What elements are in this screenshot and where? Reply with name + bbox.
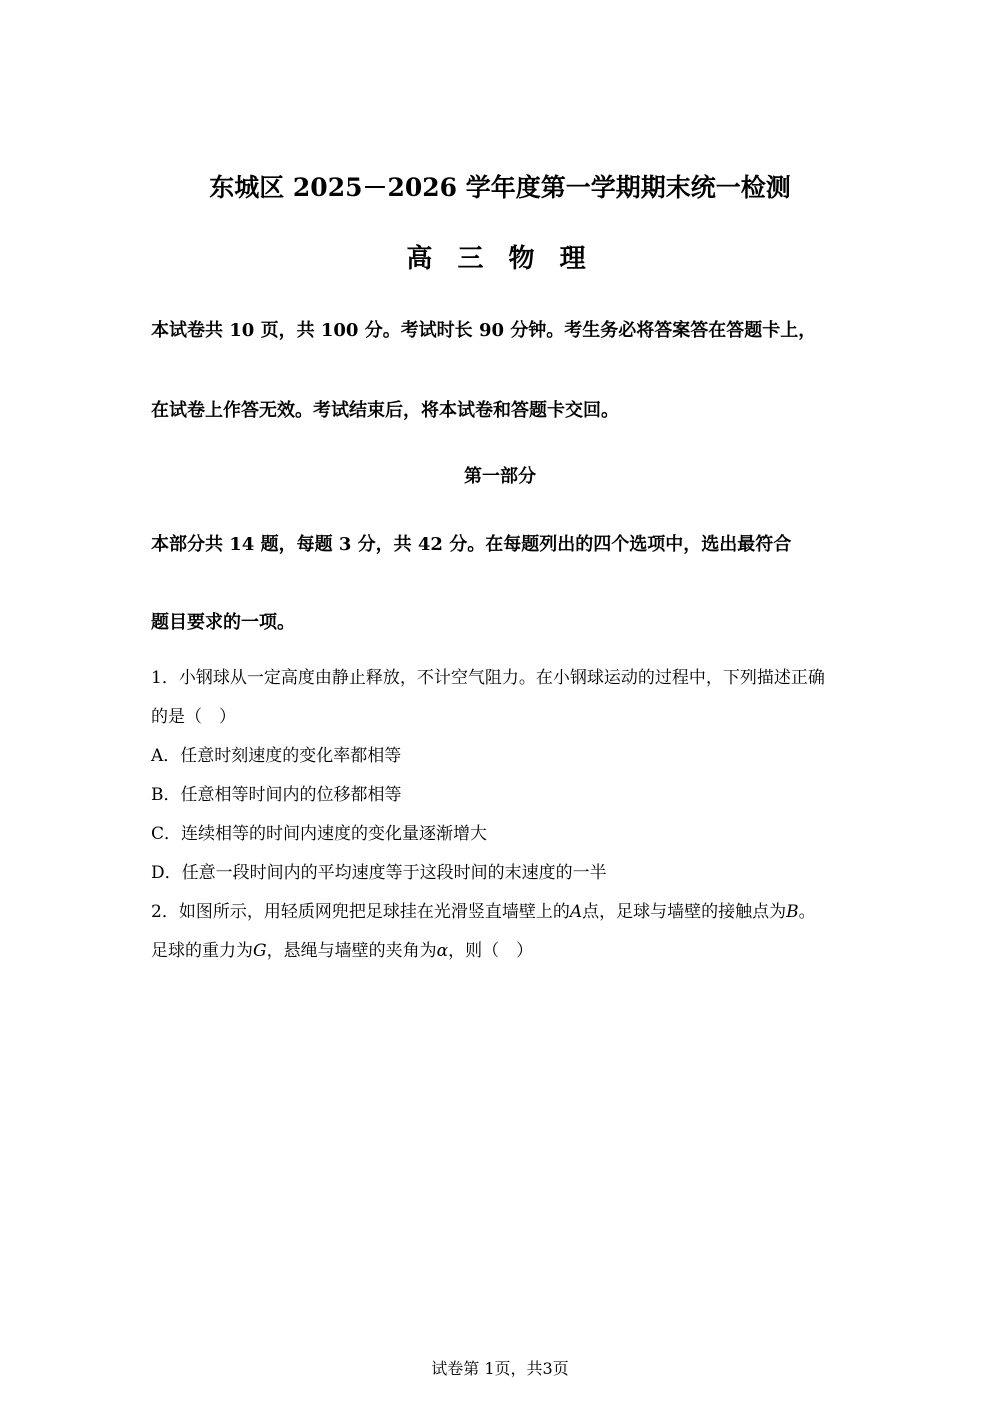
question-1-stem-line-2: 的是（ ）: [151, 707, 236, 727]
question-1-option-c: C．连续相等的时间内速度的变化量逐渐增大: [151, 824, 488, 844]
gravity-symbol: G: [253, 941, 267, 961]
point-b-label: B: [786, 902, 799, 922]
question-2-text-b: 点，足球与墙壁的接触点为: [582, 902, 787, 922]
exam-title: 东城区 2025－2026 学年度第一学期期末统一检测: [209, 173, 791, 202]
question-2-text-d: 足球的重力为: [151, 941, 253, 961]
question-1-option-a: A．任意时刻速度的变化率都相等: [151, 746, 402, 766]
part-one-description-line-1: 本部分共 14 题，每题 3 分，共 42 分。在每题列出的四个选项中，选出最符合: [151, 534, 792, 555]
question-2-stem-line-2: [151, 936, 533, 961]
page-footer: 试卷第 1页，共3页: [431, 1359, 569, 1378]
question-2-text-e: ，悬绳与墙壁的夹角为: [266, 941, 437, 961]
question-1-option-d: D．任意一段时间内的平均速度等于这段时间的末速度的一半: [151, 863, 607, 883]
question-1-option-b: B．任意相等时间内的位移都相等: [151, 785, 402, 805]
question-2-text-f: ，则（ ）: [448, 941, 534, 961]
subject-title: 高 三 物 理: [406, 244, 594, 274]
part-one-heading: 第一部分: [464, 466, 536, 487]
part-one-description-line-2: 题目要求的一项。: [151, 612, 295, 633]
question-2-text-a: 2．如图所示，用轻质网兜把足球挂在光滑竖直墙壁上的: [151, 902, 570, 922]
question-2-stem-line-1: [151, 897, 816, 922]
instructions-line-1: 本试卷共 10 页，共 100 分。考试时长 90 分钟。考生务必将答案答在答题卡上，: [151, 320, 817, 341]
point-a-label: A: [569, 902, 583, 922]
angle-symbol: α: [436, 941, 449, 961]
question-1-stem-line-1: 1．小钢球从一定高度由静止释放，不计空气阻力。在小钢球运动的过程中，下列描述正确: [151, 668, 825, 688]
instructions-line-2: 在试卷上作答无效。考试结束后，将本试卷和答题卡交回。: [151, 400, 619, 421]
question-2-text-c: 。: [798, 902, 816, 922]
